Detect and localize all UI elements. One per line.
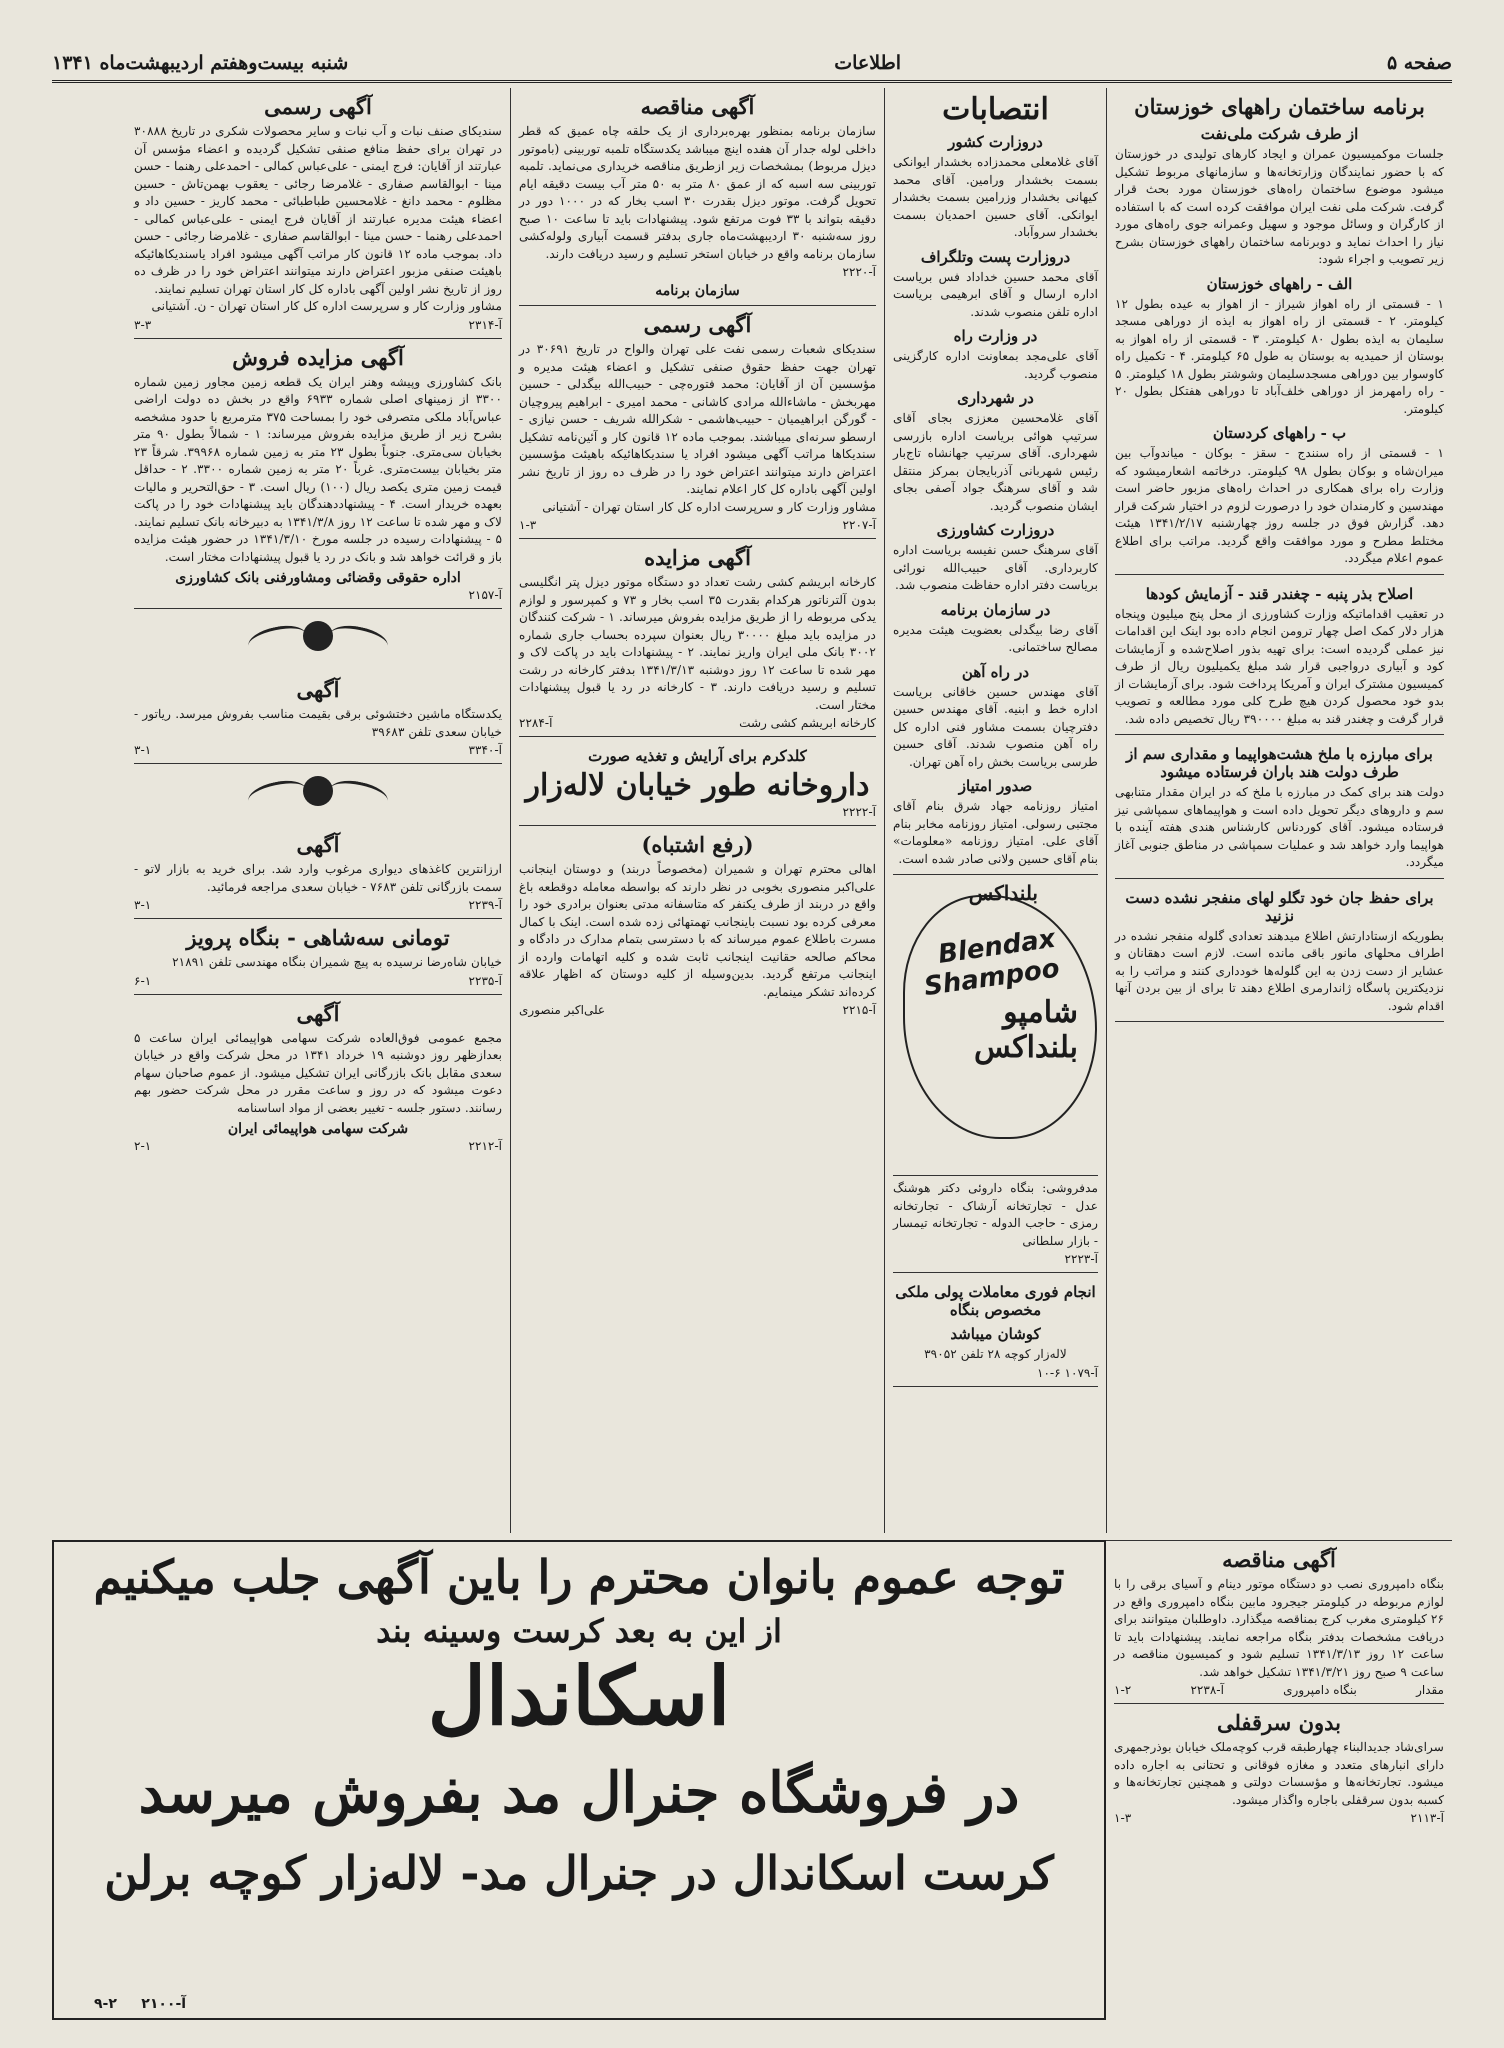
ad-body: سندیکای شعبات رسمی نفت علی تهران والواح در تاریخ ۳۰۶۹۱ در تهران جهت حفظ حقوق صنفی تشکیل و اعضاء هیئت مدیره و مؤسسین آن از آقایان: محمد فتوره‌چی - حبیب‌الله بیگدلی - حسین مهربخش - ماشاءالله مرادی کاشانی - محمد امیری - ابراهیم پیروچیان - گورگن ابراهیمیان - حبیب‌هاشمی - شکرالله شریف - حسن نیازی - ارسطو سرنه‌ای میباشند. بموجب ماده ۱۲ قانون کار و آئین‌نامه تشکیل سندیکاها مراتب آگهی میشود افراد یا سندیکاهائیکه باهیئت مؤسسین اعتراض دارند میتوانند اعتراض خود را در ظرف ده روز از تاریخ نشر اولین آگهی باداره کل کار اعلام نمایند. [519, 342, 876, 496]
section-body: آقای محمد حسین خداداد فس بریاست اداره ارسال و آقای ابرهیمی بریاست اداره تلفن منصوب شدند. [893, 269, 1098, 319]
column-tenders [510, 88, 884, 1533]
banner-line-5: کرست اسکاندال در جنرال مد- لاله‌زار کوچه برلن [104, 1846, 1054, 1900]
section-body: آقای غلامحسین معززی بجای آقای سرتیپ هوائی بریاست اداره بازرسی شهرداری. آقای سرتیپ جهانشاه تاج‌بار رئیس شهربانی آذربایجان بمرکز منتقل شد و آقای سرهنگ جواد آصفی بجای ایشان منصوب گردید. [893, 411, 1098, 513]
ad-tender-pump [519, 88, 876, 306]
ad-code-text: آ-۲۲۳۵ [468, 973, 502, 988]
ad-title: کلدکرم برای آرایش و تغذیه صورت [588, 747, 807, 765]
ad-title: آگهی [296, 677, 340, 702]
emblem-disc-icon [303, 776, 333, 806]
ad-washing-machine [134, 671, 502, 764]
ad-parviz-agency [134, 919, 502, 995]
section-title: صدور امتیاز [958, 777, 1033, 795]
banner-code-b: ۲-۹ [94, 1996, 117, 2012]
ad-code [134, 588, 502, 602]
page-header [52, 46, 1452, 83]
ad-title: آگهی رسمی [264, 94, 372, 119]
ad-store: داروخانه طور خیابان لاله‌زار [525, 768, 870, 803]
appointments-title: انتصابات [942, 92, 1049, 127]
issue-date: شنبه بیست‌وهفتم اردیبهشت‌ماه ۱۳۴۱ [52, 52, 349, 74]
section-body: آقای علی‌مجد بمعاونت اداره کارگزینی منصوب گردید. [893, 349, 1098, 381]
banner-code-a: آ-۲۱۰۰ [141, 1996, 187, 2012]
section-title: دروزارت کشور [948, 133, 1043, 151]
ad-tender-dairy [1114, 1541, 1444, 1704]
ad-cold-cream [519, 737, 876, 826]
article-title: اصلاح بذر پنبه - چغندر قند - آزمایش کودها [1145, 584, 1414, 603]
ad-title: آگهی مناقصه [1222, 1547, 1336, 1572]
ad-body: سندیکای صنف نبات و آب نبات و سایر محصولات شکری در تاریخ ۳۰۸۸۸ در تهران برای حفظ منافع صنفی تشکیل گردیده و اعضاء مؤسس آن عبارتند از آقایان: فرج ایمنی - علی‌عباس کمالی - احمدعلی رهنما - حسن مینا - ابوالقاسم صفاری - غلامرضا رجائی - یعقوب بهمن‌تاش - حسین مظلوم - محمد دانغ - غلامحسین طباطبائی - محمد کاریز - حسین داد و اعضاء هیئت مدیره عبارتند از آقایان فرج ایمنی - علی‌عباس کمالی - احمدعلی رهنما - حسن مینا - ابوالقاسم صفاری - غلامرضا رجائی - حسن داد. بموجب ماده ۱۲ قانون کار مراتب آگهی میشود افراد یاسندیکاهائیکه باهیئت صنفی مزبور اعتراض دارند میتوانند اعتراض خود را در ظرف ده روز از تاریخ نشر اولین آگهی باداره کل کار استان تهران تسلیم نمایند. [134, 124, 502, 296]
ad-corset-banner [52, 1540, 1106, 2020]
ad-code [519, 716, 876, 730]
section-body: آقای رضا بیگدلی بعضویت هیئت مدیره مصالح ساختمانی. [893, 622, 1098, 654]
article-locust [1115, 735, 1444, 879]
section-title: در شهرداری [957, 389, 1034, 407]
section-title: در وزارت راه [953, 327, 1038, 345]
ad-body: کارخانه ابریشم کشی رشت تعداد دو دستگاه موتور دیزل پتر انگلیسی بدون آلترناتور هرکدام بقدرت ۳۵ اسب بخار و ۷۳ و کمپرسور و لوازم یدکی مربوطه را از طریق مزایده بفروش میرساند. ۱ - شرکت کنندگان در مزایده باید مبلغ ۳۰۰۰۰ ریال بعنوان سپرده بحساب جاری شماره ۳۰۰۲ بانک ملی ایران واریز نمایند. ۲ - پیشنهادات باید در پاکت لاک و مهر شده تا ساعت ۱۲ روز دوشنبه ۱۳۴۱/۳/۱۳ بدفتر کارخانه در رشت تسلیم و رسید دریافت دارند. ۳ - کارخانه در رد یا قبول پیشنهادات مختار است. [519, 575, 877, 712]
ad-code-text: آ-۲۱۵۷ [468, 588, 502, 602]
ad-code-mid: آ-۲۲۳۸ [1190, 1683, 1224, 1697]
ad-address: لاله‌زار کوچه ۲۸ تلفن ۳۹۰۵۲ [924, 1347, 1067, 1361]
ad-code-text: آ-۲۲۰۷ [842, 518, 876, 532]
ad-sign: مشاور وزارت کار و سرپرست اداره کل کار استان تهران - آشتیانی [542, 499, 876, 514]
ad-name: کوشان میباشد [950, 1325, 1041, 1343]
section-body: آقای سرهنگ حسن نفیسه بریاست اداره کاربرداری. آقای حبیب‌الله نورائی بریاست دفتر اداره حفاظت منصوب شد. [893, 543, 1098, 592]
ad-code-text2: ۳-۳ [134, 317, 152, 332]
ad-auction-silk [519, 539, 876, 737]
ad-shampoo [893, 875, 1098, 1176]
ad-title: (رفع اشتباه) [641, 832, 754, 857]
paper-name: اطلاعات [834, 52, 902, 74]
section-body: ۱ - قسمتی از راه اهواز شیراز - از اهواز به عیده بطول ۱۲ کیلومتر. ۲ - قسمتی از راه اهواز به ایذه از دوراهی مسجد سلیمان به ایذه بطول ۸۰ کیلومتر. ۳ - قسمتی از راه اهواز به بوستان از حمیدیه به بوستان به طول ۶۵ کیلومتر. ۴ - تکمیل راه کاوسوار بین دوراهی مسجدسلیمان وشوشتر بطول ۱۸ کیلومتر. ۵ - راه رامهرمز از دوراهی خلف‌آباد تا دوراهی هفتکل بطول ۲۰ کیلومتر. [1115, 296, 1444, 416]
ad-body: بنگاه دامپروری نصب دو دستگاه موتور دینام و آسیای برقی را با لوازم مربوطه در کیلومتر جیجرود مابین بنگاه دامپروری واقع در ۲۶ کیلومتری مغرب کرج بمناقصه میگذارد. داوطلبان میتوانند برای دریافت مشخصات بدفتر بنگاه مراجعه نمایند. پیشنهادات باید تا ساعت ۱۲ روز ۱۳۴۱/۳/۱۳ تسلیم شود و کمیسیون مناقصه در ساعت ۹ صبح روز ۱۳۴۱/۳/۲۱ تشکیل خواهد شد. [1114, 1577, 1445, 1679]
banner-code [94, 1996, 186, 2012]
article-subtitle: از طرف شرکت ملی‌نفت [1200, 125, 1359, 143]
article-body: بطوریکه ازستادارتش اطلاع میدهند تعدادی گلوله منفجر نشده در اطراف محلهای مانور باقی مانده است. لازم است دهقانان و عشایر از دست زدن به این گلوله‌ها خودداری کنند و مراتب را به نزدیکترین پاسگاه ژاندارمری اطلاع دهند تا برای از بین بردن آنها اقدام شود. [1115, 928, 1444, 1013]
ad-code [519, 805, 876, 819]
column-news-bottom [1106, 1540, 1452, 2020]
ad-code [519, 265, 876, 279]
column-classifieds [126, 88, 510, 1533]
article-title: برای مبارزه با ملخ هشت‌هواپیما و مقداری سم از طرف دولت هند باران فرستاده میشود [1126, 745, 1433, 781]
ad-title: تومانی سه‌شاهی - بنگاه پرویز [186, 925, 450, 950]
shampoo-agents [893, 1176, 1098, 1273]
ad-sign: کارخانه ابریشم کشی رشت [739, 716, 876, 730]
brand-name-fa: بلنداکس [968, 881, 1038, 905]
appointments [893, 88, 1098, 875]
ad-auction-land [134, 339, 502, 610]
page-number: صفحه ۵ [1386, 52, 1452, 74]
ad-body: ارزانترین کاغذهای دیواری مرغوب وارد شد. برای خرید به بازار لاتو - سمت بازرگانی تلفن ۷۶۸۳ - خیابان سعدی مراجعه فرمائید. [134, 862, 502, 894]
banner-line-2: از این به بعد کرست وسینه بند [376, 1612, 782, 1650]
ad-title: آگهی رسمی [643, 312, 752, 337]
ad-wallpaper [134, 826, 502, 919]
ad-code-left: ۱-۲ [1114, 1683, 1132, 1697]
article-shells [1115, 879, 1444, 1023]
ad-code-text: آ-۲۲۱۵ [842, 1003, 876, 1017]
ad-body: مدفروشی: بنگاه داروئی دکتر هوشنگ عدل - تجارتخانه آرشاک - تجارتخانه رمزی - حاجب الدوله - تجارتخانه تیمسار - بازار سلطانی [893, 1181, 1098, 1248]
section-title: دروزارت کشاورزی [936, 521, 1055, 539]
ad-body: یکدستگاه ماشین دختشوئی برقی بقیمت مناسب بفروش میرسد. ریاتور - خیابان سعدی تلفن ۳۹۶۸۳ [134, 707, 502, 739]
winged-emblem-icon [248, 768, 388, 822]
ad-code-left: ۱-۳ [1114, 1811, 1132, 1825]
ad-body: مجمع عمومی فوق‌العاده شرکت سهامی هواپیمائی ایران ساعت ۵ بعدازظهر روز دوشنبه ۱۹ خرداد ۱۳۴۱ در محل شرکت واقع در خیابان سعدی مقابل بانک بازرگانی ایران تشکیل میشود. از عموم صاحبان سهام دعوت میشود که در روز و ساعت مقرر در محل شرکت حضور بهم رسانند. دستور جلسه - تغییر بعضی از مواد اساسنامه [134, 1030, 503, 1115]
ad-code-text: آ-۲۲۳۹ [468, 898, 502, 912]
ad-code [1114, 1811, 1444, 1825]
ad-title: آگهی مزایده [644, 545, 751, 570]
ad-airline-meeting [134, 995, 502, 1160]
wing-right-icon [328, 621, 390, 658]
ad-code [134, 898, 502, 912]
ad-realty [893, 1273, 1098, 1387]
ad-code-text: آ-۲۲۲۰ [842, 265, 876, 279]
ad-code [1114, 1683, 1444, 1697]
ad-body: اهالی محترم تهران و شمیران (مخصوصاً دربند) و دوستان اینجانب علی‌اکبر منصوری بخوبی در نظر دارند که بواسطه معامله دوقطعه باغ واقع در دربند از طرف یکنفر که متاسفانه مدتی بعنوان برادری خود را معرفی کرده بود نسبت باینجانب تهمتهائی زده شده است. اینک با کمال مسرت باطلاع عموم میرساند که با دسترسی بتمام مدارک در دادگاه و محاکم صالحه حقانیت اینجانب ثابت شده و کلیه اتهامات وارده از اینجانب مرتفع گردید. بدین‌وسیله از کلیه دوستان که اظهار علاقه کرده‌اند تشکر مینمایم. [519, 862, 876, 999]
ad-official-syndicate [519, 306, 876, 539]
section-title: در سازمان برنامه [940, 600, 1051, 619]
ad-sign: بنگاه دامپروری [1283, 1683, 1357, 1697]
ad-code-text: آ-۲۲۲۳ [1064, 1252, 1098, 1266]
article-body: در تعقیب اقداماتیکه وزارت کشاورزی از محل پنج میلیون وپنجاه هزار دلار کمک اصل چهار ترومن انجام داده بود اینک این اقدامات نیز عملی گردیده است: برای تهیه بذور اصلاح‌شده و آزمایشات کود و آبیاری درواجبی قرار شد مبلغ یکمیلیون ریال از طرف کمیسیون مشترک ایران و آمریکا پرداخت شود. برای آزمایشات از بدو خود محصول کردن هیچ طرح کلی مورد مطالعه و تصویب قرار گرفت و چغندر قند به مبلغ ۳۹۰۰۰۰ ریال تخصیص داده شد. [1115, 606, 1444, 726]
article-title: برنامه ساختمان راههای خوزستان [1134, 94, 1425, 119]
ad-code [134, 318, 502, 332]
wing-left-icon [246, 621, 308, 658]
ad-title: بدون سرقفلی [1216, 1710, 1342, 1735]
ad-no-key-money [1114, 1704, 1444, 1831]
section-body: آقای مهندس حسین خاقانی بریاست اداره خط و ابنیه. آقای مهندس حسین دفترچیان بسمت مشاور فنی اداره کل راه آهن منصوب شدند. آقای حسین طرسی بریاست بخش راه آهن تهران. [893, 684, 1098, 769]
ad-title: انجام فوری معاملات پولی ملکی مخصوص بنگاه [895, 1283, 1096, 1319]
wing-right-icon [328, 776, 390, 813]
article-body: دولت هند برای کمک در مبارزه با ملخ که در ایران مقدار متنابهی سم و داروهای دیگر تحویل داده است و هواپیماهای سمپاشی نیز فرستاده میشود. آقای کوردناس کارشناس هندی هفته آینده با هواپیما وارد خواهد شد و عملیات سمپاشی در مناطق جنوبی آغاز میگردد. [1115, 785, 1444, 869]
ad-code-text: آ-۱۰۷۹ ۶-۱۰ [1037, 1365, 1098, 1380]
ad-body: خیابان شاه‌رضا نرسیده به پیچ شمیران بنگاه مهندسی تلفن ۲۱۸۹۱ [172, 955, 502, 969]
ad-code [134, 743, 502, 757]
ad-title: آگهی مزایده فروش [232, 344, 404, 370]
section-title: الف - راههای خوزستان [1206, 274, 1353, 293]
section-title: ب - راههای کردستان [1212, 424, 1347, 442]
section-title: دروزارت پست وتلگراف [920, 247, 1071, 266]
ad-code-text2: ۶-۱ [134, 973, 152, 988]
banner-line-1: توجه عموم بانوان محترم را باین آگهی جلب میکنیم [93, 1550, 1065, 1604]
wing-left-icon [246, 776, 308, 813]
ad-code [134, 974, 502, 988]
ad-code-text: آ-۲۳۱۴ [468, 317, 502, 332]
section-title: در راه آهن [961, 662, 1030, 681]
section-body: امتیاز روزنامه جهاد شرق بنام آقای مجتبی رسولی. امتیاز روزنامه مخابر بنام آقای علی. امتیاز روزنامه «معلومات» بنام آقای حسین ولانی صادر شده است. [893, 799, 1098, 866]
ad-sign: شرکت سهامی هواپیمائی ایران [227, 1121, 409, 1137]
ad-code [134, 1139, 502, 1153]
banner-line-4: در فروشگاه جنرال مد بفروش میرسد [138, 1760, 1020, 1826]
article-body: جلسات موکمیسیون عمران و ایجاد کارهای تولیدی در خوزستان که با حضور نمایندگان وزارتخانه‌ها و سازمانهای مربوط تشکیل میشود موضوع ساختمان راه‌های خوزستان مورد بحث قرار گرفت. شرکت ملی نفت ایران موافقت کرده است که با استفاده از کارگران و وسائل موجود و سهیل وعمرانه جوی راه‌های مورد نیاز را احداث نماید و دوبرنامه ساختمان راههای خوزستان بشرح زیر تصویب و اجراء شود: [1115, 147, 1444, 266]
ad-code [893, 1252, 1098, 1266]
ad-body: سرای‌شاد جدیدالبناء چهارطبقه قرب کوچه‌ملک خیابان بوذرجمهری دارای انبارهای متعدد و مغازه فوقانی و تحتانی به اجاره داده میشود. تجارتخانه‌ها و مؤسسات دولتی و همچنین تجارتخانه‌ها و کسبه بدون سرقفلی باجاره واگذار میشود. [1114, 1740, 1444, 1807]
ad-code-text: آ-۲۲۲۲ [842, 805, 876, 819]
ad-title: آگهی [296, 1000, 340, 1026]
ad-title: آگهی [296, 832, 340, 857]
ad-extra: مقدار [1416, 1683, 1444, 1697]
ad-code-text2: ۳-۱ [134, 743, 152, 757]
ad-sign: سازمان برنامه [655, 283, 740, 299]
brand-product-fa: شامپو بلنداکس [974, 995, 1078, 1065]
ad-code-text: آ-۲۲۸۴ [519, 716, 553, 730]
article-roads [1115, 88, 1444, 575]
column-news [1106, 88, 1452, 1533]
ad-code [519, 1003, 876, 1017]
emblem-disc-icon [303, 621, 333, 651]
ad-code-text: آ-۳۳۴۰ [468, 743, 502, 757]
section-body: آقای غلامعلی محمدزاده بخشدار ایوانکی بسمت بخشدار ورامین. آقای محمد کیهانی بخشدار وزرامین بسمت بخشدار ایوانکی. آقای حسین احمدیان بسمت بخشدار سروآباد. [893, 155, 1098, 239]
winged-emblem-icon [248, 613, 388, 667]
ad-code-text2: ۲-۱ [134, 1139, 152, 1153]
section-body: ۱ - قسمتی از راه سنندج - سقز - بوکان - میاندوآب بین میران‌شاه و بوکان بطول ۹۸ کیلومتر. درخاتمه اشعارمیشود که وزارت راه برای همکاری در احداث راه‌های مزبور حاضر است مهندسین و کارمندان خود را درصورت لزوم در اختیار شرکت قرار دهد. گزارش فوق در جلسه روز چهارشنبه ۱۳۴۱/۲/۱۷ هیئت مختلط مطرح و مورد موافقت واقع گردید. مراتب برای اطلاع عموم اعلام میگردد. [1115, 446, 1445, 565]
banner-brand: اسکاندال [427, 1649, 731, 1743]
ad-sign: اداره حقوقی وقضائی ومشاورفنی بانک کشاورزی [175, 570, 461, 586]
ad-body: بانک کشاورزی وپیشه وهنر ایران یک قطعه زمین مجاور زمین شماره ۳۳۰۰ از زمینهای اصلی شماره ۶۹۳۳ واقع در بخش ده دولت اراضی عباس‌آباد ملکی متصرفی خود را بمساحت ۳۷۵ مترمربع با حدود مشخصه بشرح زیر از طریق مزایده بفروش میرساند: ۱ - شمالاً بطول ۹۰ متر بخیابان سی‌متری. جنوباً بطول ۲۳ متر به زمین شماره ۳۹۹۶۸. شرقاً ۲۳ متر بخیابان بیست‌متری. غرباً ۲۰ متر به زمین شماره ۳۳۰۰. ۲ - حداقل قیمت زمین متری یکصد ریال (۱۰۰) ریال است. ۳ - حق‌التحریر و مالیات بعهده خریدار است. ۴ - پیشنهاددهندگان باید پیشنهادات خود را در پاکت لاک و مهر شده تا ساعت ۱۲ روز ۱۳۴۱/۳/۸ به دبیرخانه بانک تسلیم نمایند. ۵ - پیشنهادات رسیده در جلسه مورخ ۱۳۴۱/۳/۱۰ در حضور هیئت مزایده باز و قرائت خواهد شد و بانک در رد یا قبول پیشنهادات مختار است. [134, 374, 503, 564]
ad-code [893, 1366, 1098, 1380]
ad-code-text: آ-۲۲۱۲ [468, 1139, 502, 1153]
article-cotton [1115, 575, 1444, 736]
ad-sign: مشاور وزارت کار و سرپرست اداره کل کار استان تهران - ن. آشتیانی [151, 299, 502, 313]
brand-logo-latin: Blendax Shampoo [922, 923, 1062, 1003]
ad-official-candy [134, 88, 502, 339]
ad-code-right: آ-۲۱۱۳ [1410, 1811, 1444, 1825]
article-title: برای حفظ جان خود تگلو لهای منفجر نشده دست نزنید [1125, 888, 1434, 925]
ad-sign: علی‌اکبر منصوری [519, 1003, 606, 1017]
ad-code-text2: ۳-۱ [134, 898, 152, 912]
ad-code [519, 518, 876, 532]
ad-code-text2: ۱-۳ [519, 518, 537, 532]
ad-correction [519, 826, 876, 1023]
ad-body: سازمان برنامه بمنظور بهره‌برداری از یک حلقه چاه عمیق که قطر داخلی لوله جدار آن هفده اینچ میباشد یکدستگاه تلمبه توربینی (باموتور دیزل مربوط) بمشخصات زیر ازطریق مناقصه خریداری می‌نماید. تلمبه توربینی سه اسبه که از عمق ۸۰ متر به ۵۰ متر آب بیست دقیقه ایام تحویل گرفت. موتور دیزل بقدرت ۳۰ اسب بخار که در ۱۰۰۰ دور در دقیقه بتواند با ۳۳ فوت مرتفع شود. پیشنهادات باید تا ساعت ۱۰ صبح روز سه‌شنبه ۳۰ اردیبهشت‌ماه جاری بدفتر قسمت آبیاری ولوله‌کشی سازمان برنامه واقع در خیابان استخر تسلیم و رسید دریافت دارند. [519, 124, 876, 261]
ad-title: آگهی مناقصه [640, 94, 755, 119]
column-appointments [884, 88, 1106, 1533]
